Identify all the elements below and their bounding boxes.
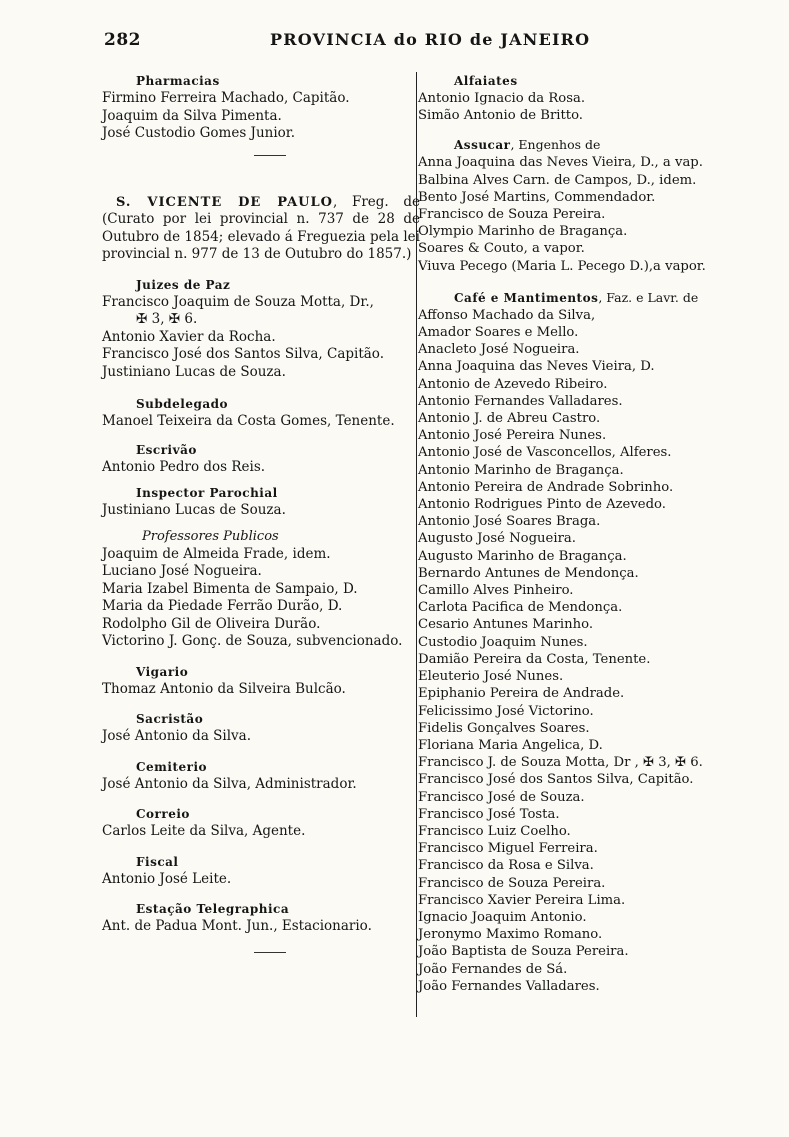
- entry-line: Floriana Maria Angelica, D.: [418, 737, 603, 753]
- entry-line: Francisco de Souza Pereira.: [418, 875, 606, 891]
- entry-line: Viuva Pecego (Maria L. Pecego D.),a vapor.: [418, 258, 706, 274]
- section-heading: Estação Telegraphica: [136, 902, 290, 916]
- section-heading: Professores Publicos: [142, 528, 279, 544]
- section-heading: Vigario: [136, 664, 189, 679]
- section-cemiterio: [102, 758, 420, 794]
- entry-line: ✠ 3, ✠ 6.: [136, 311, 198, 327]
- entry-line: Fidelis Gonçalves Soares.: [418, 720, 590, 736]
- entry-line: Antonio Fernandes Valladares.: [418, 393, 623, 409]
- entry-line: Affonso Machado da Silva,: [418, 307, 596, 323]
- entry-line: Antonio Ignacio da Rosa.: [418, 91, 586, 106]
- section-escrivao: [102, 441, 420, 477]
- section-heading: Fiscal: [136, 854, 179, 869]
- entry-line: Manoel Teixeira da Costa Gomes, Tenente.: [102, 413, 395, 429]
- entry-line: Justiniano Lucas de Souza.: [102, 363, 286, 380]
- entry-line: Jeronymo Maximo Romano.: [418, 927, 603, 943]
- entry-line: Justiniano Lucas de Souza.: [102, 502, 286, 518]
- section-correio: [102, 805, 420, 841]
- entry-line: Antonio José de Vasconcellos, Alferes.: [418, 445, 672, 461]
- section-assucar: [418, 136, 758, 274]
- left-column: [102, 72, 420, 965]
- entry-line: Francisco José Tosta.: [418, 806, 560, 822]
- section-heading: Pharmacias: [136, 74, 220, 88]
- section-subdelegado: [102, 395, 420, 431]
- entry-line: Anacleto José Nogueira.: [418, 342, 580, 358]
- entry-line: Felicissimo José Victorino.: [418, 703, 594, 719]
- entry-line: Balbina Alves Carn. de Campos, D., idem.: [418, 172, 697, 188]
- entry-line: Francisco de Souza Pereira.: [418, 207, 606, 223]
- entry-line: Francisco J. de Souza Motta, Dr , ✠ 3, ✠ 6.: [418, 755, 703, 771]
- entry-line: Bento José Martins, Commendador.: [418, 189, 656, 205]
- entry-line: Anna Joaquina das Neves Vieira, D., a vap.: [418, 155, 703, 171]
- entry-line: Victorino J. Gonç. de Souza, subvencionado.: [102, 633, 403, 649]
- entry-line: Francisco Luiz Coelho.: [418, 823, 571, 839]
- running-title: PROVINCIA do RIO de JANEIRO: [270, 30, 591, 49]
- section-heading-line: [418, 136, 758, 154]
- section-heading: Sacristão: [136, 712, 204, 726]
- entry-line: Francisco da Rosa e Silva.: [418, 858, 594, 874]
- section-heading: Juizes de Paz: [136, 277, 231, 292]
- entry-line: Augusto Marinho de Bragança.: [418, 548, 627, 564]
- entry-line: Antonio Pedro dos Reis.: [102, 458, 266, 475]
- entry-line: Joaquim de Almeida Frade, idem.: [102, 545, 331, 562]
- entry-line: Maria da Piedade Ferrão Durão, D.: [102, 598, 343, 614]
- section-alfaiates: [418, 72, 758, 124]
- section-fiscal: [102, 853, 420, 889]
- entry-line: Antonio José Leite.: [102, 870, 232, 887]
- right-column: [418, 72, 758, 995]
- parish-body: (Curato por lei provincial n. 737 de 28 de Outubro de 1854; elevado á Freguezia pela lei provincial n. 977 de 13 de Outubro do 1857.): [102, 211, 420, 262]
- entry-line: Antonio Xavier da Rocha.: [102, 328, 276, 345]
- section-heading: Escrivão: [136, 442, 197, 457]
- entry-line: João Baptista de Souza Pereira.: [418, 944, 629, 960]
- entry-line: Rodolpho Gil de Oliveira Durão.: [102, 615, 321, 632]
- section-heading: Assucar: [454, 138, 511, 153]
- entry-line: Amador Soares e Mello.: [418, 325, 579, 341]
- entry-line: Luciano José Nogueira.: [102, 563, 262, 579]
- entry-line: José Antonio da Silva.: [102, 728, 252, 744]
- entry-line: Augusto José Nogueira.: [418, 531, 576, 547]
- entry-line: Francisco Miguel Ferreira.: [418, 841, 598, 857]
- section-inspector: [102, 484, 420, 520]
- entry-line: Francisco Xavier Pereira Lima.: [418, 892, 626, 908]
- entry-line: Firmino Ferreira Machado, Capitão.: [102, 90, 350, 106]
- section-cafe: [418, 289, 758, 995]
- entry-line: Carlos Leite da Silva, Agente.: [102, 823, 306, 839]
- section-heading-suffix: , Faz. e Lavr. de: [598, 289, 699, 305]
- entry-line: Joaquim da Silva Pimenta.: [102, 107, 282, 124]
- section-rule: [254, 155, 286, 156]
- entry-line: Bernardo Antunes de Mendonça.: [418, 565, 639, 581]
- entry-line: Antonio Pereira de Andrade Sobrinho.: [418, 479, 674, 495]
- section-heading-line: [418, 289, 758, 307]
- section-heading: Cemiterio: [136, 759, 208, 774]
- parish-name: S. VICENTE DE PAULO: [116, 194, 333, 210]
- entry-line: Carlota Pacifica de Mendonça.: [418, 600, 623, 616]
- entry-line: José Custodio Gomes Junior.: [102, 125, 296, 141]
- entry-line: Antonio José Pereira Nunes.: [418, 428, 607, 444]
- entry-line: Francisco Joaquim de Souza Motta, Dr.,: [102, 293, 374, 310]
- entry-line: Camillo Alves Pinheiro.: [418, 583, 574, 599]
- page-number: 282: [104, 30, 141, 50]
- section-heading: Café e Mantimentos: [454, 290, 599, 305]
- entry-line: Ant. de Padua Mont. Jun., Estacionario.: [102, 918, 372, 934]
- entry-line: João Fernandes de Sá.: [418, 961, 568, 977]
- entry-line: Epiphanio Pereira de Andrade.: [418, 686, 625, 702]
- entry-line: Soares & Couto, a vapor.: [418, 241, 585, 257]
- entry-line: João Fernandes Valladares.: [418, 978, 600, 994]
- entry-line: Maria Izabel Bimenta de Sampaio, D.: [102, 580, 358, 597]
- entry-line: Eleuterio José Nunes.: [418, 669, 564, 685]
- entry-line: Antonio J. de Abreu Castro.: [418, 411, 601, 427]
- entry-line: Francisco José de Souza.: [418, 789, 585, 805]
- parish-entry: [102, 194, 420, 264]
- section-pharmacias: [102, 72, 420, 143]
- entry-line: Francisco José dos Santos Silva, Capitão.: [102, 346, 384, 362]
- entry-line: Anna Joaquina das Neves Vieira, D.: [418, 359, 655, 375]
- entry-line: Francisco José dos Santos Silva, Capitão.: [418, 772, 694, 788]
- parish-paragraph: [102, 194, 420, 264]
- entry-line: Antonio Rodrigues Pinto de Azevedo.: [418, 497, 666, 513]
- section-heading: Subdelegado: [136, 397, 229, 411]
- section-heading-suffix: , Engenhos de: [510, 137, 601, 153]
- entry-line: Damião Pereira da Costa, Tenente.: [418, 651, 651, 667]
- section-heading: Correio: [136, 807, 190, 821]
- entry-line: Antonio Marinho de Bragança.: [418, 462, 624, 478]
- section-telegraphica: [102, 900, 420, 936]
- section-juizes: [102, 276, 420, 382]
- section-professores: [102, 528, 420, 651]
- parish-suffix: , Freg. de: [332, 193, 421, 210]
- section-heading: Alfaiates: [454, 74, 518, 88]
- entry-line: Antonio José Soares Braga.: [418, 514, 601, 530]
- section-vigario: [102, 663, 420, 699]
- entry-line: Ignacio Joaquim Antonio.: [418, 909, 587, 925]
- entry-line: Olympio Marinho de Bragança.: [418, 224, 628, 240]
- page-header: [0, 28, 789, 54]
- section-rule: [254, 952, 286, 953]
- entry-line: José Antonio da Silva, Administrador.: [102, 775, 357, 792]
- entry-line: Custodio Joaquim Nunes.: [418, 634, 588, 650]
- entry-line: Antonio de Azevedo Ribeiro.: [418, 376, 608, 392]
- section-heading: Inspector Parochial: [136, 486, 278, 500]
- entry-line: Simão Antonio de Britto.: [418, 108, 583, 124]
- section-sacristao: [102, 710, 420, 746]
- entry-line: Thomaz Antonio da Silveira Bulcão.: [102, 680, 346, 697]
- entry-line: Cesario Antunes Marinho.: [418, 617, 594, 633]
